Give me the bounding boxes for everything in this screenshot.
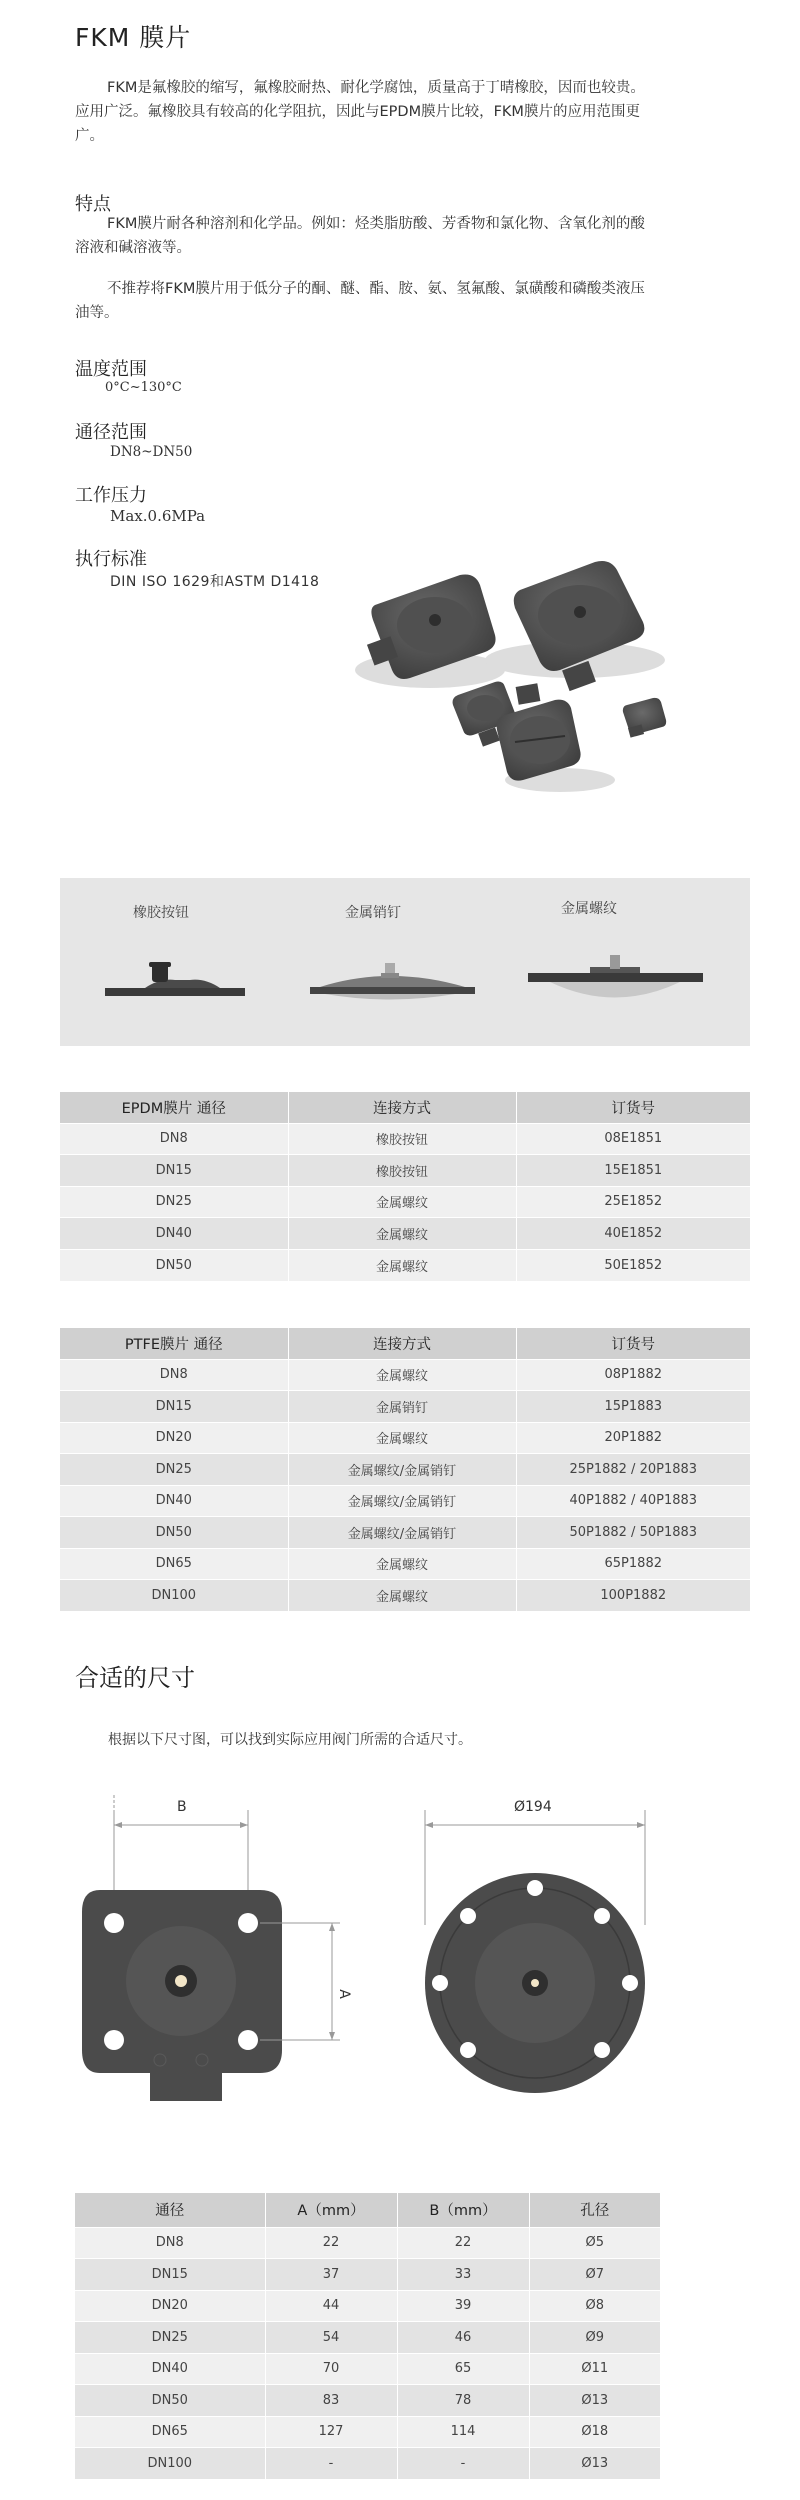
features-paragraph-1: FKM膜片耐各种溶剂和化学品。例如：烃类脂肪酸、芳香物和氯化物、含氧化剂的酸溶液和碱溶液等。 <box>75 216 645 256</box>
table-row <box>75 2353 660 2385</box>
product-photo <box>355 550 705 810</box>
ptfe-header-connection: 连接方式 <box>288 1328 516 1359</box>
table-cell: 40P1882 / 40P1883 <box>516 1485 750 1517</box>
table-cell: 金属螺纹 <box>288 1359 516 1391</box>
table-header-row <box>75 2193 660 2227</box>
dimension-label-b: B <box>177 1799 187 1815</box>
table-cell: Ø13 <box>529 2448 660 2480</box>
table-cell: Ø9 <box>529 2322 660 2354</box>
round-diaphragm-dimension-drawing <box>395 1795 685 2155</box>
table-cell: 78 <box>397 2385 529 2417</box>
table-cell: 金属销钉 <box>288 1391 516 1423</box>
spec-value-pressure: Max.0.6MPa <box>110 507 206 525</box>
dimension-label-a: A <box>335 1989 352 1999</box>
spec-label-temperature: 温度范围 <box>75 359 147 380</box>
size-header-b: B（mm） <box>397 2193 529 2227</box>
features-heading: 特点 <box>75 194 111 215</box>
table-cell: 65 <box>397 2353 529 2385</box>
table-cell: 50P1882 / 50P1883 <box>516 1517 750 1549</box>
size-header-diameter: 通径 <box>75 2193 265 2227</box>
table-cell: DN15 <box>60 1391 288 1423</box>
table-cell: 50E1852 <box>516 1249 750 1281</box>
table-cell: 114 <box>397 2416 529 2448</box>
table-cell: 44 <box>265 2290 397 2322</box>
table-cell: DN8 <box>60 1123 288 1155</box>
table-cell: 20P1882 <box>516 1422 750 1454</box>
table-cell: DN100 <box>75 2448 265 2480</box>
intro-paragraph: FKM是氟橡胶的缩写，氟橡胶耐热、耐化学腐蚀，质量高于丁晴橡胶，因而也较贵。应用广泛。氟橡胶具有较高的化学阻抗，因此与EPDM膜片比较，FKM膜片的应用范围更广。 <box>75 80 645 144</box>
table-cell: 25P1882 / 20P1883 <box>516 1454 750 1486</box>
table-row <box>60 1155 750 1187</box>
table-cell: 金属螺纹 <box>288 1218 516 1250</box>
table-row <box>75 2259 660 2291</box>
size-section-heading: 合适的尺寸 <box>75 1664 195 1692</box>
table-header-row <box>60 1092 750 1123</box>
size-header-a: A（mm） <box>265 2193 397 2227</box>
table-cell: 金属螺纹 <box>288 1548 516 1580</box>
epdm-header-order-no: 订货号 <box>516 1092 750 1123</box>
spec-value-diameter: DN8~DN50 <box>110 444 193 460</box>
size-section-description: 根据以下尺寸图，可以找到实际应用阀门所需的合适尺寸。 <box>108 1732 472 1748</box>
table-cell: 金属螺纹/金属销钉 <box>288 1485 516 1517</box>
table-cell: 金属螺纹 <box>288 1422 516 1454</box>
table-cell: 54 <box>265 2322 397 2354</box>
table-cell: DN15 <box>75 2259 265 2291</box>
spec-value-standard: DIN ISO 1629和ASTM D1418 <box>110 574 320 590</box>
table-cell: 15P1883 <box>516 1391 750 1423</box>
table-cell: DN25 <box>75 2322 265 2354</box>
table-cell: DN40 <box>75 2353 265 2385</box>
size-header-hole: 孔径 <box>529 2193 660 2227</box>
table-cell: 100P1882 <box>516 1580 750 1612</box>
epdm-order-table <box>60 1092 750 1281</box>
table-cell: 33 <box>397 2259 529 2291</box>
table-cell: DN100 <box>60 1580 288 1612</box>
table-cell: 40E1852 <box>516 1218 750 1250</box>
rubber-button-diaphragm-image <box>100 950 260 1010</box>
table-cell: 金属螺纹 <box>288 1580 516 1612</box>
connection-label-metal-pin: 金属销钉 <box>345 905 401 921</box>
table-cell: 39 <box>397 2290 529 2322</box>
table-cell: 127 <box>265 2416 397 2448</box>
table-cell: DN25 <box>60 1186 288 1218</box>
size-table <box>75 2193 660 2479</box>
page-title: FKM 膜片 <box>75 23 192 52</box>
diaphragm-tiny <box>623 698 666 738</box>
spec-label-diameter: 通径范围 <box>75 422 147 443</box>
table-cell: 37 <box>265 2259 397 2291</box>
table-row <box>75 2290 660 2322</box>
table-cell: DN65 <box>60 1548 288 1580</box>
table-row <box>60 1218 750 1250</box>
table-cell: DN15 <box>60 1155 288 1187</box>
table-cell: 65P1882 <box>516 1548 750 1580</box>
table-row <box>75 2322 660 2354</box>
table-cell: Ø5 <box>529 2227 660 2259</box>
connection-label-rubber-button: 橡胶按钮 <box>133 905 189 921</box>
table-cell: 橡胶按钮 <box>288 1155 516 1187</box>
table-cell: Ø8 <box>529 2290 660 2322</box>
table-row <box>60 1548 750 1580</box>
table-cell: 46 <box>397 2322 529 2354</box>
table-row <box>60 1123 750 1155</box>
table-cell: DN8 <box>75 2227 265 2259</box>
table-row <box>60 1454 750 1486</box>
table-cell: DN8 <box>60 1359 288 1391</box>
table-cell: 橡胶按钮 <box>288 1123 516 1155</box>
metal-pin-diaphragm-image <box>305 945 485 1015</box>
table-cell: DN40 <box>60 1218 288 1250</box>
table-cell: DN20 <box>75 2290 265 2322</box>
table-cell: 70 <box>265 2353 397 2385</box>
table-row <box>75 2385 660 2417</box>
spec-label-standard: 执行标准 <box>75 549 147 570</box>
table-row <box>60 1485 750 1517</box>
table-cell: 22 <box>265 2227 397 2259</box>
table-cell: Ø13 <box>529 2385 660 2417</box>
table-cell: 22 <box>397 2227 529 2259</box>
spec-label-pressure: 工作压力 <box>75 485 147 506</box>
table-row <box>60 1580 750 1612</box>
table-cell: Ø7 <box>529 2259 660 2291</box>
table-cell: Ø18 <box>529 2416 660 2448</box>
table-cell: DN50 <box>60 1517 288 1549</box>
table-cell: DN65 <box>75 2416 265 2448</box>
table-row <box>60 1391 750 1423</box>
table-header-row <box>60 1328 750 1359</box>
table-row <box>60 1186 750 1218</box>
table-cell: 15E1851 <box>516 1155 750 1187</box>
table-cell: Ø11 <box>529 2353 660 2385</box>
table-cell: 金属螺纹 <box>288 1249 516 1281</box>
epdm-header-diameter: EPDM膜片 通径 <box>60 1092 288 1123</box>
connection-label-metal-thread: 金属螺纹 <box>561 901 617 917</box>
table-row <box>60 1517 750 1549</box>
square-diaphragm-dimension-drawing <box>70 1795 370 2155</box>
metal-thread-diaphragm-image <box>520 945 710 1015</box>
table-cell: DN25 <box>60 1454 288 1486</box>
table-cell: 08E1851 <box>516 1123 750 1155</box>
diaphragm-round <box>497 683 581 780</box>
table-cell: 金属螺纹/金属销钉 <box>288 1517 516 1549</box>
ptfe-header-diameter: PTFE膜片 通径 <box>60 1328 288 1359</box>
table-cell: DN50 <box>75 2385 265 2417</box>
table-row <box>60 1422 750 1454</box>
epdm-header-connection: 连接方式 <box>288 1092 516 1123</box>
table-row <box>60 1249 750 1281</box>
spec-value-temperature: 0°C~130°C <box>105 380 182 395</box>
ptfe-order-table <box>60 1328 750 1611</box>
ptfe-header-order-no: 订货号 <box>516 1328 750 1359</box>
table-cell: - <box>265 2448 397 2480</box>
table-row <box>75 2448 660 2480</box>
table-cell: 08P1882 <box>516 1359 750 1391</box>
table-cell: 25E1852 <box>516 1186 750 1218</box>
dimension-label-diameter: Ø194 <box>514 1799 552 1815</box>
table-cell: 金属螺纹 <box>288 1186 516 1218</box>
table-row <box>75 2416 660 2448</box>
table-row <box>75 2227 660 2259</box>
table-cell: - <box>397 2448 529 2480</box>
table-cell: 金属螺纹/金属销钉 <box>288 1454 516 1486</box>
table-cell: DN40 <box>60 1485 288 1517</box>
table-row <box>60 1359 750 1391</box>
table-cell: DN50 <box>60 1249 288 1281</box>
table-cell: 83 <box>265 2385 397 2417</box>
table-cell: DN20 <box>60 1422 288 1454</box>
features-paragraph-2: 不推荐将FKM膜片用于低分子的酮、醚、酯、胺、氨、氢氟酸、氯磺酸和磷酸类液压油等。 <box>75 281 645 321</box>
